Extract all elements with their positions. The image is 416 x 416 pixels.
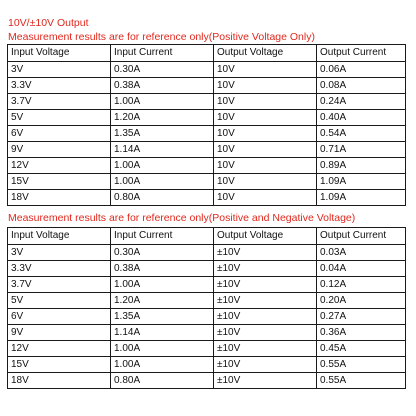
table-row: [8, 62, 406, 78]
table-row: [8, 158, 406, 174]
table-cell: 12V: [8, 158, 111, 174]
table-row: [8, 245, 406, 261]
table-cell: 0.30A: [111, 245, 214, 261]
table-cell: 1.00A: [111, 158, 214, 174]
table-cell: 3V: [8, 245, 111, 261]
table-cell: 0.12A: [317, 277, 406, 293]
table-cell: 10V: [214, 190, 317, 206]
table-cell: 1.20A: [111, 293, 214, 309]
table-row: [8, 261, 406, 277]
header-cell: Output Current: [317, 228, 406, 245]
table-row: [8, 190, 406, 206]
positive-voltage-table: [7, 44, 406, 206]
table-cell: 0.55A: [317, 357, 406, 373]
table-cell: 0.38A: [111, 261, 214, 277]
table-cell: 0.80A: [111, 373, 214, 389]
table-cell: 10V: [214, 158, 317, 174]
header-row: [8, 45, 406, 62]
table-row: [8, 341, 406, 357]
table-cell: 0.71A: [317, 142, 406, 158]
table-cell: ±10V: [214, 373, 317, 389]
table-cell: 0.55A: [317, 373, 406, 389]
table-cell: 1.14A: [111, 142, 214, 158]
table-cell: ±10V: [214, 325, 317, 341]
table-cell: 5V: [8, 110, 111, 126]
table-cell: 1.09A: [317, 190, 406, 206]
table-cell: 1.00A: [111, 277, 214, 293]
table-cell: 0.38A: [111, 78, 214, 94]
page-title: 10V/±10V Output: [8, 17, 89, 29]
table-cell: 6V: [8, 126, 111, 142]
table-cell: 0.03A: [317, 245, 406, 261]
table-cell: 6V: [8, 309, 111, 325]
table-cell: 3V: [8, 62, 111, 78]
table-cell: 0.45A: [317, 341, 406, 357]
table-cell: ±10V: [214, 277, 317, 293]
table-cell: 0.36A: [317, 325, 406, 341]
table-cell: 1.35A: [111, 126, 214, 142]
table-cell: 0.27A: [317, 309, 406, 325]
table-row: [8, 277, 406, 293]
table-row: [8, 142, 406, 158]
table-cell: 18V: [8, 190, 111, 206]
table-row: [8, 174, 406, 190]
table-cell: 10V: [214, 142, 317, 158]
table-cell: 9V: [8, 142, 111, 158]
table-cell: 1.09A: [317, 174, 406, 190]
table-cell: 1.20A: [111, 110, 214, 126]
table-cell: 1.14A: [111, 325, 214, 341]
table-cell: 0.40A: [317, 110, 406, 126]
table-cell: 1.35A: [111, 309, 214, 325]
table-cell: 10V: [214, 174, 317, 190]
header-cell: Output Voltage: [214, 228, 317, 245]
table-cell: 0.20A: [317, 293, 406, 309]
table-cell: 12V: [8, 341, 111, 357]
table-row: [8, 94, 406, 110]
table-row: [8, 309, 406, 325]
table-cell: 0.54A: [317, 126, 406, 142]
table-cell: 18V: [8, 373, 111, 389]
section1-note: Measurement results are for reference only(Positive Voltage Only): [8, 31, 315, 43]
table-cell: ±10V: [214, 341, 317, 357]
header-cell: Input Voltage: [8, 45, 111, 62]
table-row: [8, 78, 406, 94]
table-cell: 3.3V: [8, 78, 111, 94]
table-row: [8, 357, 406, 373]
positive-negative-voltage-table: [7, 227, 406, 389]
table-cell: 1.00A: [111, 357, 214, 373]
table-cell: ±10V: [214, 357, 317, 373]
table-cell: 0.30A: [111, 62, 214, 78]
table-row: [8, 373, 406, 389]
table-cell: 10V: [214, 110, 317, 126]
table-cell: 0.89A: [317, 158, 406, 174]
table-cell: 3.7V: [8, 277, 111, 293]
table-cell: 5V: [8, 293, 111, 309]
table-cell: ±10V: [214, 245, 317, 261]
table-cell: ±10V: [214, 261, 317, 277]
header-row: [8, 228, 406, 245]
table-cell: 0.04A: [317, 261, 406, 277]
table-cell: 10V: [214, 78, 317, 94]
table-cell: ±10V: [214, 293, 317, 309]
header-cell: Output Voltage: [214, 45, 317, 62]
header-cell: Input Current: [111, 45, 214, 62]
table-cell: 0.24A: [317, 94, 406, 110]
section2-note: Measurement results are for reference only(Positive and Negative Voltage): [8, 212, 356, 224]
table-cell: 1.00A: [111, 341, 214, 357]
table-cell: 1.00A: [111, 94, 214, 110]
table-row: [8, 293, 406, 309]
table-cell: 10V: [214, 62, 317, 78]
header-cell: Output Current: [317, 45, 406, 62]
table-row: [8, 110, 406, 126]
table-row: [8, 325, 406, 341]
table-cell: 10V: [214, 126, 317, 142]
table-cell: 9V: [8, 325, 111, 341]
table-cell: 0.08A: [317, 78, 406, 94]
table-cell: 3.3V: [8, 261, 111, 277]
table-cell: 15V: [8, 357, 111, 373]
table-cell: ±10V: [214, 309, 317, 325]
table-cell: 0.06A: [317, 62, 406, 78]
table-cell: 1.00A: [111, 174, 214, 190]
table-cell: 10V: [214, 94, 317, 110]
header-cell: Input Voltage: [8, 228, 111, 245]
table-cell: 15V: [8, 174, 111, 190]
header-cell: Input Current: [111, 228, 214, 245]
table-row: [8, 126, 406, 142]
table-cell: 3.7V: [8, 94, 111, 110]
table-cell: 0.80A: [111, 190, 214, 206]
